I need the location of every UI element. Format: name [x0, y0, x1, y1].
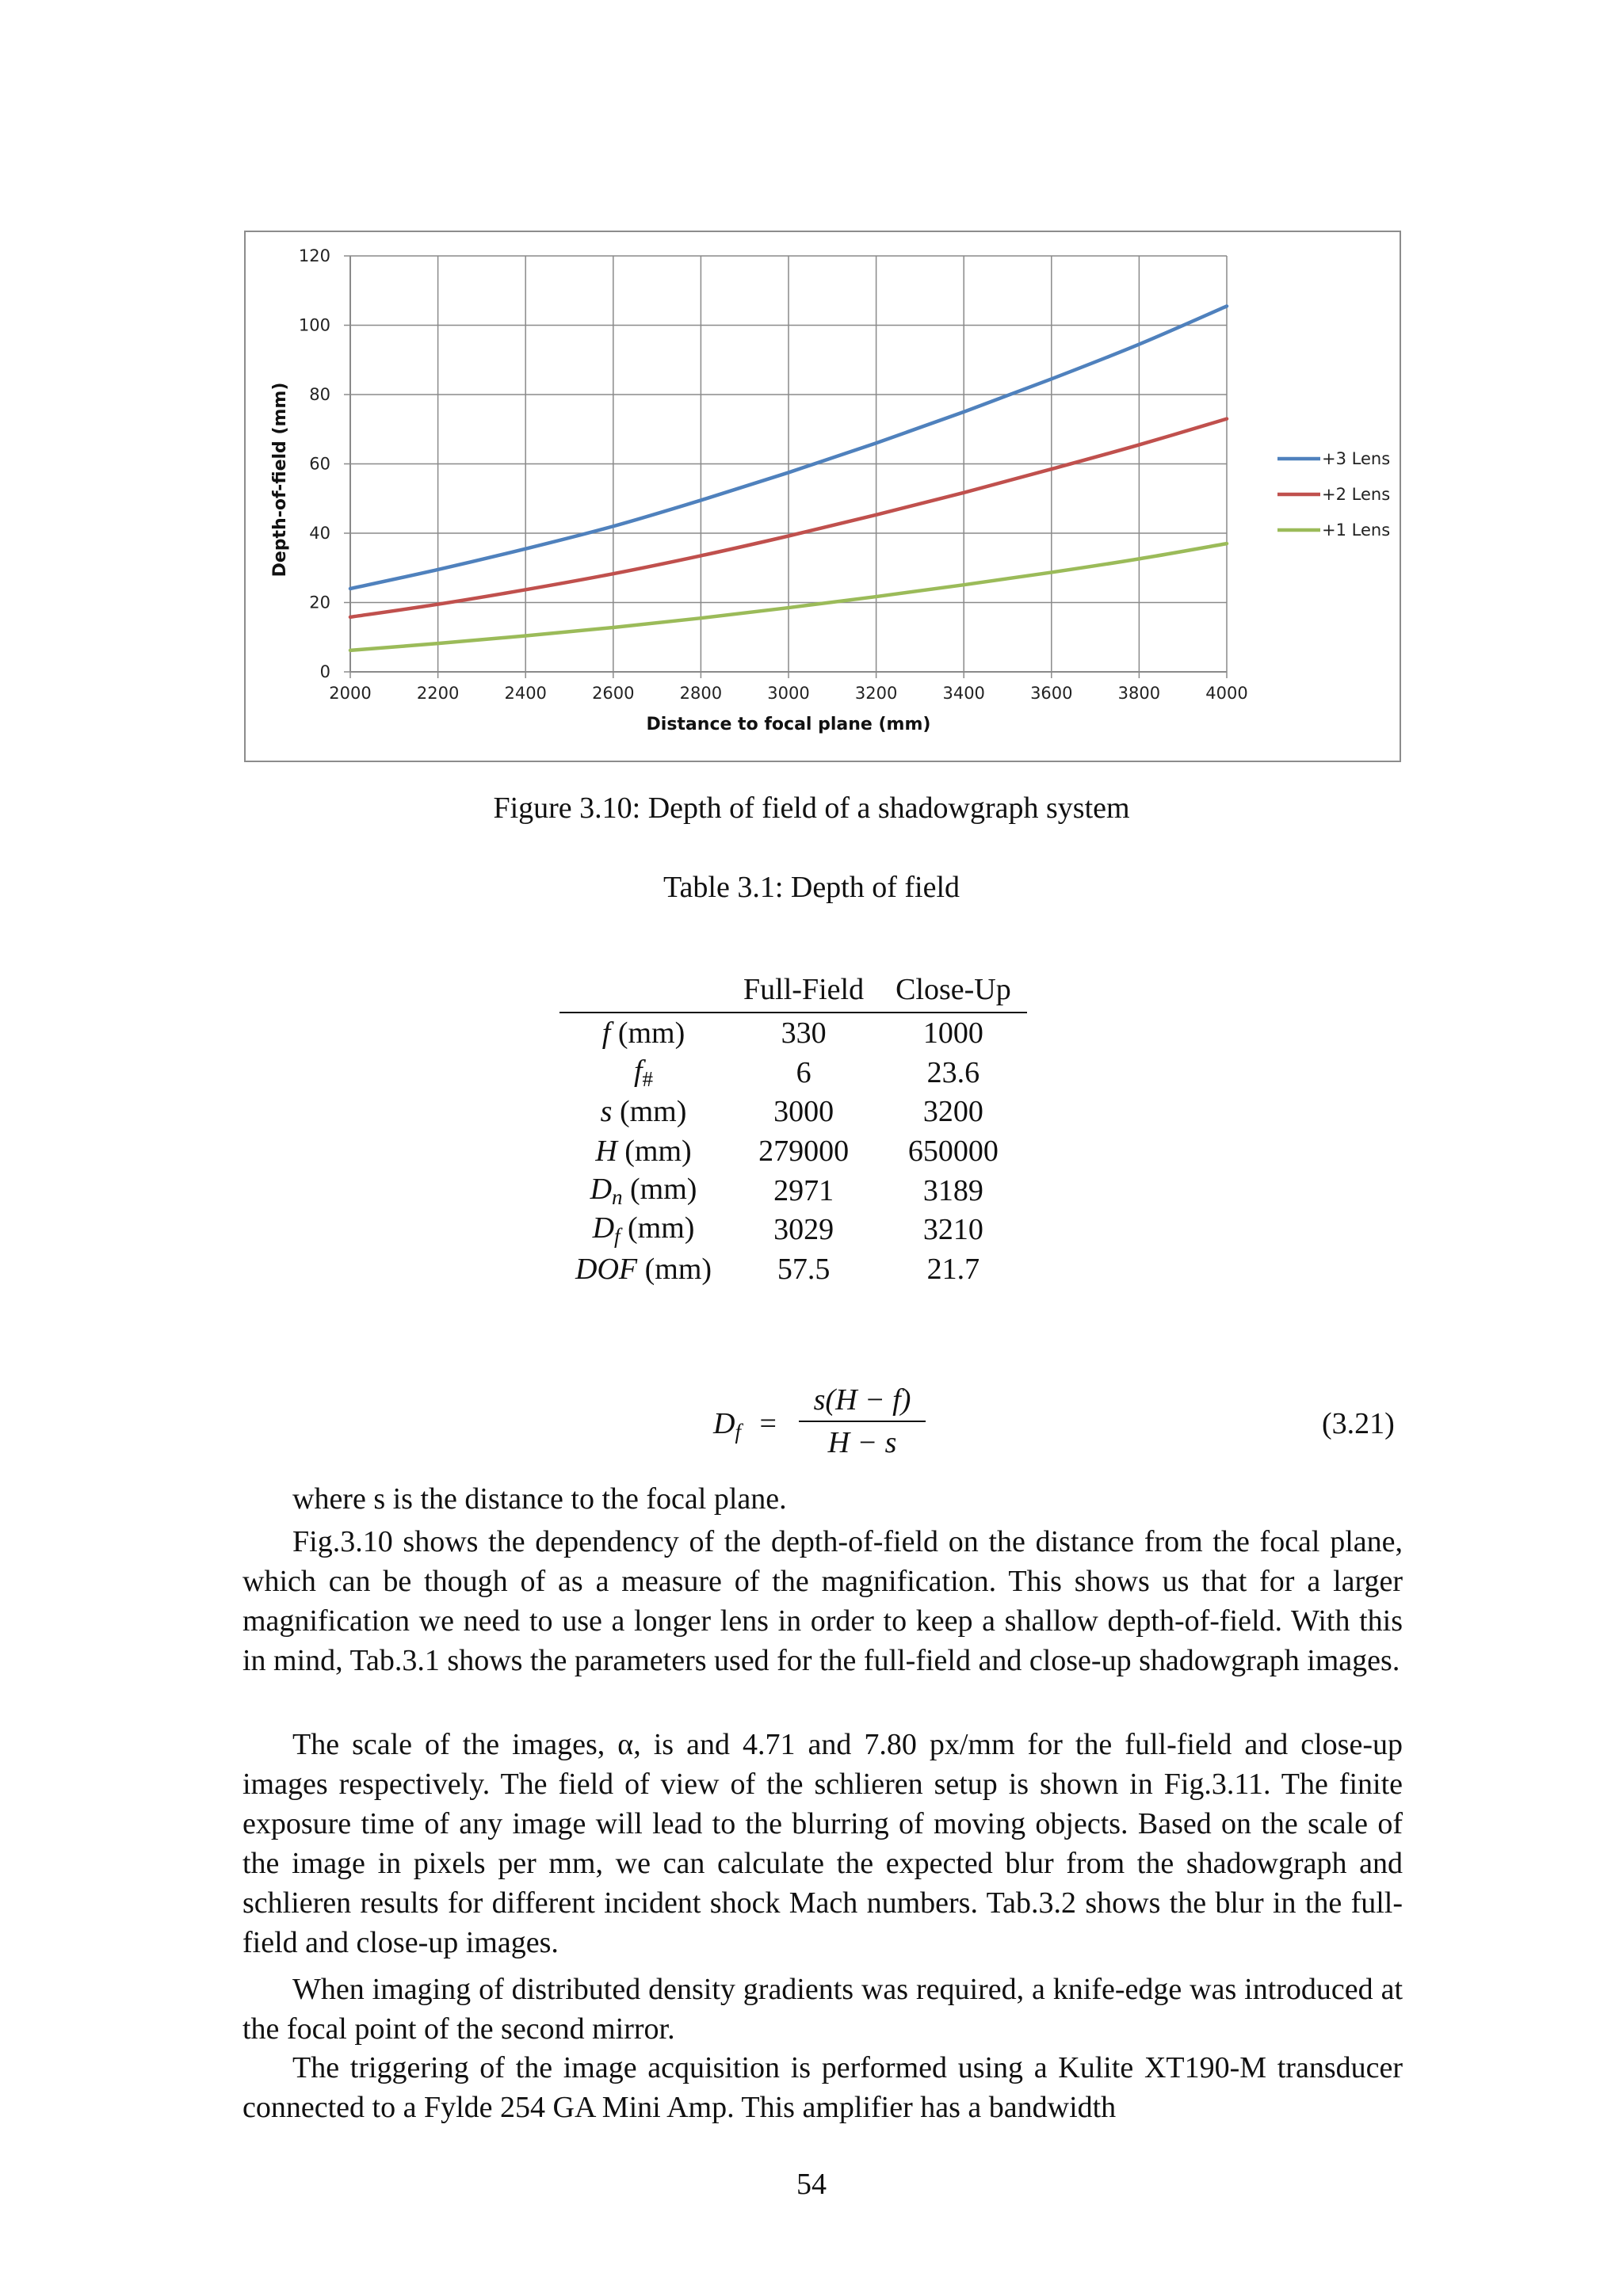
y-tick-label: 40 — [309, 524, 330, 543]
table-row — [559, 1053, 1027, 1093]
cell-close-up: 3210 — [922, 1213, 983, 1247]
cell-full-field: 330 — [781, 1016, 827, 1050]
table-header-blank — [559, 971, 727, 1013]
y-tick-label: 0 — [319, 662, 330, 681]
table-caption: Table 3.1: Depth of field — [663, 871, 960, 904]
legend-label-3-lens: +3 Lens — [1322, 449, 1391, 468]
cell-close-up: 23.6 — [926, 1055, 980, 1089]
equation-denominator: H − s — [827, 1426, 897, 1459]
equation-number: (3.21) — [1322, 1407, 1395, 1440]
row-label: f (mm) — [601, 1016, 685, 1050]
page-number: 54 — [796, 2168, 827, 2201]
x-tick-label: 2400 — [504, 684, 547, 703]
row-label: $D_n$ (mm) — [590, 1172, 697, 1209]
x-tick-label: 2800 — [679, 684, 723, 703]
cell-close-up: 3189 — [922, 1173, 983, 1207]
cell-full-field: 2971 — [773, 1173, 834, 1207]
x-tick-label: 3200 — [854, 684, 898, 703]
legend-label-1-lens: +1 Lens — [1322, 521, 1391, 540]
row-label: $D_f$ (mm) — [592, 1211, 695, 1249]
row-label: H (mm) — [595, 1134, 692, 1168]
equation-lhs: $D_f$ = — [713, 1407, 777, 1444]
table-row — [559, 1171, 1027, 1211]
cell-full-field: 3000 — [773, 1095, 834, 1129]
figure-caption: Figure 3.10: Depth of field of a shadowgraph system — [493, 791, 1130, 825]
row-label: s (mm) — [600, 1095, 687, 1129]
equation-fraction — [799, 1383, 926, 1460]
x-tick-label: 3600 — [1030, 684, 1073, 703]
cell-full-field: 279000 — [758, 1134, 850, 1168]
row-label: $f_{\#}$ — [633, 1054, 654, 1091]
x-tick-label: 4000 — [1205, 684, 1248, 703]
paragraph: Fig.3.10 shows the dependency of the depth-of-field on the distance from the focal plane, which can be though of as a measure of the magnification. This shows us that for a larger magnification we need to use a longer lens in order to keep a shallow depth-of-field. With this in mind, Tab.3.1 shows the parameters used for the full-field and close-up shadowgraph images. — [242, 1525, 1403, 1677]
x-tick-label: 3000 — [767, 684, 810, 703]
table-row — [559, 1210, 1027, 1249]
y-tick-label: 20 — [309, 593, 330, 612]
table-header-close-up: Close-Up — [880, 971, 1027, 1013]
table-header-row — [559, 971, 1027, 1013]
cell-close-up: 1000 — [922, 1016, 983, 1050]
row-label: DOF (mm) — [575, 1252, 712, 1286]
y-tick-label: 120 — [298, 246, 330, 265]
y-axis-label: Depth-of-field (mm) — [270, 382, 290, 578]
table-header-full-field: Full-Field — [727, 971, 880, 1013]
cell-full-field: 6 — [796, 1055, 812, 1089]
table-row — [559, 1092, 1027, 1131]
table-row — [559, 1131, 1027, 1171]
x-tick-label: 2600 — [592, 684, 635, 703]
paragraph: When imaging of distributed density gradients was required, a knife-edge was introduced at the focal point of the second mirror. — [242, 1973, 1403, 2046]
paragraph: The scale of the images, α, is and 4.71 and 7.80 px/mm for the full-field and close-up images respectively. The field of view of the schlieren setup is shown in Fig.3.11. The finite exposure time of any image will lead to the blurring of moving objects. Based on the scale of the image in pixels per mm, we can calculate the expected blur from the shadowgraph and schlieren results for different incident shock Mach numbers. Tab.3.2 shows the blur in the full-field and close-up images. — [242, 1728, 1403, 1959]
chart-canvas — [246, 232, 1400, 761]
y-tick-label: 60 — [309, 454, 330, 474]
legend-label-2-lens: +2 Lens — [1322, 485, 1391, 504]
x-axis-label: Distance to focal plane (mm) — [646, 715, 931, 734]
equation-numerator: s(H − f) — [799, 1383, 926, 1422]
x-tick-label: 2000 — [329, 684, 372, 703]
paragraph: The triggering of the image acquisition is performed using a Kulite XT190-M transducer connected to a Fylde 254 GA Mini Amp. This amplifier has a bandwidth — [242, 2051, 1403, 2124]
cell-close-up: 3200 — [922, 1095, 983, 1129]
cell-close-up: 21.7 — [926, 1252, 980, 1286]
x-tick-label: 3400 — [942, 684, 985, 703]
cell-full-field: 3029 — [773, 1213, 834, 1247]
paragraph: where s is the distance to the focal plane. — [292, 1482, 787, 1516]
depth-of-field-chart — [244, 231, 1401, 762]
table-row — [559, 1013, 1027, 1053]
x-tick-label: 3800 — [1117, 684, 1161, 703]
y-tick-label: 100 — [298, 315, 330, 335]
cell-close-up: 650000 — [907, 1134, 999, 1168]
cell-full-field: 57.5 — [777, 1252, 831, 1286]
table-row — [559, 1249, 1027, 1289]
depth-of-field-table — [559, 971, 1027, 1289]
x-tick-label: 2200 — [416, 684, 460, 703]
y-tick-label: 80 — [309, 385, 330, 404]
